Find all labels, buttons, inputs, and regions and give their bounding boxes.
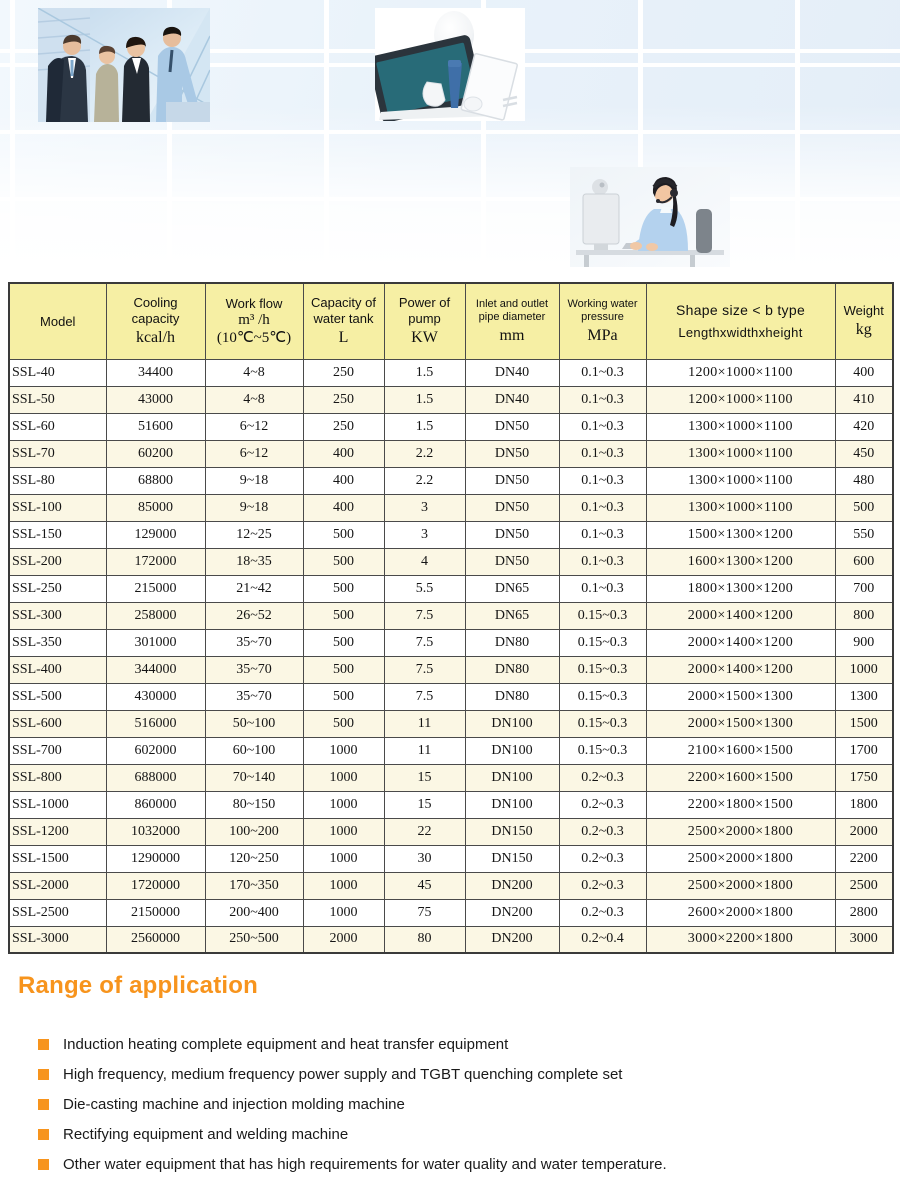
value-cell: 0.2~0.3 bbox=[559, 791, 646, 818]
table-row-ssl-800 bbox=[9, 764, 893, 791]
column-label: Cooling capacity bbox=[131, 295, 180, 326]
application-text: Rectifying equipment and welding machine bbox=[63, 1125, 349, 1143]
table-row-ssl-1000 bbox=[9, 791, 893, 818]
value-cell: 21~42 bbox=[205, 575, 303, 602]
value-cell: 2200×1600×1500 bbox=[646, 764, 835, 791]
value-cell: 1300 bbox=[835, 683, 893, 710]
value-cell: 2200 bbox=[835, 845, 893, 872]
value-cell: 2560000 bbox=[106, 926, 205, 953]
model-cell: SSL-200 bbox=[9, 548, 106, 575]
value-cell: 15 bbox=[384, 764, 465, 791]
table-row-ssl-150 bbox=[9, 521, 893, 548]
value-cell: DN100 bbox=[465, 791, 559, 818]
column-unit: kg bbox=[855, 321, 872, 339]
value-cell: 344000 bbox=[106, 656, 205, 683]
value-cell: 1200×1000×1100 bbox=[646, 359, 835, 386]
value-cell: 35~70 bbox=[205, 656, 303, 683]
value-cell: 4~8 bbox=[205, 386, 303, 413]
table-row-ssl-200 bbox=[9, 548, 893, 575]
value-cell: DN80 bbox=[465, 629, 559, 656]
table-row-ssl-350 bbox=[9, 629, 893, 656]
value-cell: 500 bbox=[303, 521, 384, 548]
value-cell: 170~350 bbox=[205, 872, 303, 899]
value-cell: 4 bbox=[384, 548, 465, 575]
value-cell: 9~18 bbox=[205, 494, 303, 521]
model-cell: SSL-1000 bbox=[9, 791, 106, 818]
value-cell: 1700 bbox=[835, 737, 893, 764]
value-cell: 9~18 bbox=[205, 467, 303, 494]
bullet-square-icon bbox=[38, 1099, 49, 1110]
value-cell: DN100 bbox=[465, 737, 559, 764]
model-cell: SSL-600 bbox=[9, 710, 106, 737]
table-row-ssl-3000 bbox=[9, 926, 893, 953]
value-cell: 258000 bbox=[106, 602, 205, 629]
value-cell: 80~150 bbox=[205, 791, 303, 818]
column-label: Weight bbox=[843, 303, 884, 319]
value-cell: 2000×1500×1300 bbox=[646, 710, 835, 737]
value-cell: 85000 bbox=[106, 494, 205, 521]
value-cell: 500 bbox=[303, 629, 384, 656]
table-row-ssl-600 bbox=[9, 710, 893, 737]
value-cell: DN50 bbox=[465, 440, 559, 467]
value-cell: 0.2~0.3 bbox=[559, 872, 646, 899]
value-cell: 500 bbox=[303, 575, 384, 602]
column-header-cooling-capacity bbox=[106, 283, 205, 359]
value-cell: 51600 bbox=[106, 413, 205, 440]
application-text: Die-casting machine and injection molding machine bbox=[63, 1095, 405, 1113]
value-cell: 250~500 bbox=[205, 926, 303, 953]
figure-with-laptop-image bbox=[375, 8, 525, 121]
value-cell: 50~100 bbox=[205, 710, 303, 737]
value-cell: 0.1~0.3 bbox=[559, 521, 646, 548]
value-cell: 1290000 bbox=[106, 845, 205, 872]
value-cell: 0.15~0.3 bbox=[559, 629, 646, 656]
table-row-ssl-70 bbox=[9, 440, 893, 467]
value-cell: 250 bbox=[303, 359, 384, 386]
value-cell: 400 bbox=[835, 359, 893, 386]
column-unit: L bbox=[338, 329, 349, 347]
value-cell: 1000 bbox=[303, 737, 384, 764]
column-header-inlet-and-outlet-pipe-diameter bbox=[465, 283, 559, 359]
value-cell: 2500×2000×1800 bbox=[646, 818, 835, 845]
value-cell: DN100 bbox=[465, 710, 559, 737]
value-cell: 400 bbox=[303, 467, 384, 494]
value-cell: DN100 bbox=[465, 764, 559, 791]
table-row-ssl-400 bbox=[9, 656, 893, 683]
header-row bbox=[9, 283, 893, 359]
value-cell: 2000×1400×1200 bbox=[646, 629, 835, 656]
value-cell: 3000 bbox=[835, 926, 893, 953]
value-cell: 700 bbox=[835, 575, 893, 602]
value-cell: 1000 bbox=[303, 845, 384, 872]
value-cell: 1000 bbox=[303, 872, 384, 899]
column-label: Working water pressure bbox=[567, 297, 638, 323]
value-cell: 0.2~0.3 bbox=[559, 764, 646, 791]
value-cell: 2500×2000×1800 bbox=[646, 872, 835, 899]
value-cell: 1300×1000×1100 bbox=[646, 440, 835, 467]
value-cell: 0.1~0.3 bbox=[559, 386, 646, 413]
value-cell: 500 bbox=[835, 494, 893, 521]
model-cell: SSL-40 bbox=[9, 359, 106, 386]
value-cell: DN50 bbox=[465, 467, 559, 494]
value-cell: DN80 bbox=[465, 656, 559, 683]
value-cell: 6~12 bbox=[205, 413, 303, 440]
value-cell: 60200 bbox=[106, 440, 205, 467]
model-cell: SSL-700 bbox=[9, 737, 106, 764]
value-cell: 215000 bbox=[106, 575, 205, 602]
value-cell: DN50 bbox=[465, 548, 559, 575]
value-cell: 301000 bbox=[106, 629, 205, 656]
value-cell: 0.2~0.4 bbox=[559, 926, 646, 953]
model-cell: SSL-1200 bbox=[9, 818, 106, 845]
model-cell: SSL-2500 bbox=[9, 899, 106, 926]
value-cell: 12~25 bbox=[205, 521, 303, 548]
value-cell: 2000×1400×1200 bbox=[646, 656, 835, 683]
value-cell: 35~70 bbox=[205, 683, 303, 710]
value-cell: DN150 bbox=[465, 818, 559, 845]
column-header-model bbox=[9, 283, 106, 359]
value-cell: 60~100 bbox=[205, 737, 303, 764]
value-cell: 500 bbox=[303, 656, 384, 683]
value-cell: 200~400 bbox=[205, 899, 303, 926]
value-cell: 600 bbox=[835, 548, 893, 575]
value-cell: 22 bbox=[384, 818, 465, 845]
value-cell: 1.5 bbox=[384, 359, 465, 386]
value-cell: 860000 bbox=[106, 791, 205, 818]
value-cell: 2100×1600×1500 bbox=[646, 737, 835, 764]
value-cell: DN50 bbox=[465, 413, 559, 440]
value-cell: 43000 bbox=[106, 386, 205, 413]
model-cell: SSL-250 bbox=[9, 575, 106, 602]
application-item bbox=[38, 1126, 878, 1142]
column-unit: MPa bbox=[587, 326, 618, 344]
value-cell: 2800 bbox=[835, 899, 893, 926]
application-text: Other water equipment that has high requirements for water quality and water temperature. bbox=[63, 1155, 667, 1173]
value-cell: 0.1~0.3 bbox=[559, 413, 646, 440]
value-cell: 688000 bbox=[106, 764, 205, 791]
value-cell: 500 bbox=[303, 548, 384, 575]
value-cell: 4~8 bbox=[205, 359, 303, 386]
value-cell: DN65 bbox=[465, 602, 559, 629]
value-cell: 400 bbox=[303, 494, 384, 521]
value-cell: 2000×1500×1300 bbox=[646, 683, 835, 710]
value-cell: 900 bbox=[835, 629, 893, 656]
value-cell: 800 bbox=[835, 602, 893, 629]
value-cell: 5.5 bbox=[384, 575, 465, 602]
model-cell: SSL-800 bbox=[9, 764, 106, 791]
table-row-ssl-60 bbox=[9, 413, 893, 440]
column-label: Capacity of water tank bbox=[310, 295, 377, 326]
value-cell: 0.2~0.3 bbox=[559, 899, 646, 926]
value-cell: 2.2 bbox=[384, 467, 465, 494]
value-cell: 7.5 bbox=[384, 683, 465, 710]
bullet-square-icon bbox=[38, 1159, 49, 1170]
value-cell: 550 bbox=[835, 521, 893, 548]
value-cell: 45 bbox=[384, 872, 465, 899]
column-label: Power of pump bbox=[398, 295, 451, 326]
column-header-power-of-pump bbox=[384, 283, 465, 359]
value-cell: 75 bbox=[384, 899, 465, 926]
value-cell: 430000 bbox=[106, 683, 205, 710]
table-row-ssl-250 bbox=[9, 575, 893, 602]
value-cell: 1000 bbox=[303, 764, 384, 791]
application-list bbox=[38, 1036, 878, 1186]
figure-with-laptop-illustration bbox=[375, 8, 525, 121]
value-cell: 602000 bbox=[106, 737, 205, 764]
value-cell: 1300×1000×1100 bbox=[646, 413, 835, 440]
value-cell: 1000 bbox=[835, 656, 893, 683]
value-cell: 2500 bbox=[835, 872, 893, 899]
column-header-weight bbox=[835, 283, 893, 359]
value-cell: DN200 bbox=[465, 872, 559, 899]
value-cell: 35~70 bbox=[205, 629, 303, 656]
model-cell: SSL-70 bbox=[9, 440, 106, 467]
value-cell: 0.1~0.3 bbox=[559, 467, 646, 494]
value-cell: 0.1~0.3 bbox=[559, 548, 646, 575]
value-cell: 410 bbox=[835, 386, 893, 413]
value-cell: DN200 bbox=[465, 899, 559, 926]
value-cell: 1200×1000×1100 bbox=[646, 386, 835, 413]
value-cell: 250 bbox=[303, 386, 384, 413]
table-row-ssl-2500 bbox=[9, 899, 893, 926]
value-cell: 400 bbox=[303, 440, 384, 467]
value-cell: 1500×1300×1200 bbox=[646, 521, 835, 548]
model-cell: SSL-100 bbox=[9, 494, 106, 521]
column-header-shape-size-b-type bbox=[646, 283, 835, 359]
value-cell: 80 bbox=[384, 926, 465, 953]
value-cell: 26~52 bbox=[205, 602, 303, 629]
value-cell: 0.15~0.3 bbox=[559, 602, 646, 629]
table-row-ssl-100 bbox=[9, 494, 893, 521]
value-cell: 0.1~0.3 bbox=[559, 494, 646, 521]
column-unit: Lengthxwidthxheight bbox=[678, 324, 803, 340]
column-unit: m³ /h bbox=[238, 312, 270, 329]
table-row-ssl-2000 bbox=[9, 872, 893, 899]
value-cell: DN50 bbox=[465, 494, 559, 521]
column-unit: (10℃~5℃) bbox=[216, 329, 292, 346]
hero-banner bbox=[0, 0, 900, 282]
value-cell: 450 bbox=[835, 440, 893, 467]
value-cell: DN40 bbox=[465, 359, 559, 386]
application-item bbox=[38, 1156, 878, 1172]
column-label: Work flow bbox=[225, 295, 283, 311]
column-label: Shape size < b type bbox=[675, 302, 806, 319]
business-team-photo bbox=[38, 8, 210, 122]
value-cell: 500 bbox=[303, 683, 384, 710]
business-team-illustration bbox=[38, 8, 210, 122]
value-cell: 15 bbox=[384, 791, 465, 818]
table-row-ssl-80 bbox=[9, 467, 893, 494]
model-cell: SSL-2000 bbox=[9, 872, 106, 899]
model-cell: SSL-1500 bbox=[9, 845, 106, 872]
value-cell: 1000 bbox=[303, 791, 384, 818]
value-cell: DN65 bbox=[465, 575, 559, 602]
model-cell: SSL-80 bbox=[9, 467, 106, 494]
value-cell: 11 bbox=[384, 737, 465, 764]
value-cell: 0.1~0.3 bbox=[559, 359, 646, 386]
column-header-work-flow bbox=[205, 283, 303, 359]
value-cell: 1500 bbox=[835, 710, 893, 737]
value-cell: 420 bbox=[835, 413, 893, 440]
table-row-ssl-500 bbox=[9, 683, 893, 710]
table-row-ssl-700 bbox=[9, 737, 893, 764]
value-cell: 18~35 bbox=[205, 548, 303, 575]
value-cell: 2200×1800×1500 bbox=[646, 791, 835, 818]
value-cell: 6~12 bbox=[205, 440, 303, 467]
table-header bbox=[9, 283, 893, 359]
value-cell: 0.15~0.3 bbox=[559, 737, 646, 764]
application-text: High frequency, medium frequency power supply and TGBT quenching complete set bbox=[63, 1065, 623, 1083]
value-cell: 0.15~0.3 bbox=[559, 683, 646, 710]
table-row-ssl-1500 bbox=[9, 845, 893, 872]
specification-table bbox=[8, 282, 894, 954]
model-cell: SSL-300 bbox=[9, 602, 106, 629]
value-cell: 1300×1000×1100 bbox=[646, 467, 835, 494]
value-cell: 0.1~0.3 bbox=[559, 440, 646, 467]
application-text: Induction heating complete equipment and heat transfer equipment bbox=[63, 1035, 509, 1053]
value-cell: 1000 bbox=[303, 818, 384, 845]
value-cell: 1800×1300×1200 bbox=[646, 575, 835, 602]
value-cell: 480 bbox=[835, 467, 893, 494]
table-row-ssl-300 bbox=[9, 602, 893, 629]
customer-support-photo bbox=[570, 167, 730, 267]
value-cell: 120~250 bbox=[205, 845, 303, 872]
customer-support-illustration bbox=[570, 167, 730, 267]
column-label: Inlet and outlet pipe diameter bbox=[475, 297, 549, 323]
value-cell: 100~200 bbox=[205, 818, 303, 845]
value-cell: 2.2 bbox=[384, 440, 465, 467]
model-cell: SSL-3000 bbox=[9, 926, 106, 953]
value-cell: 2500×2000×1800 bbox=[646, 845, 835, 872]
bullet-square-icon bbox=[38, 1069, 49, 1080]
value-cell: 0.1~0.3 bbox=[559, 575, 646, 602]
value-cell: 3000×2200×1800 bbox=[646, 926, 835, 953]
column-unit: mm bbox=[499, 326, 525, 344]
value-cell: 7.5 bbox=[384, 656, 465, 683]
model-cell: SSL-50 bbox=[9, 386, 106, 413]
application-item bbox=[38, 1096, 878, 1112]
bullet-square-icon bbox=[38, 1039, 49, 1050]
value-cell: 250 bbox=[303, 413, 384, 440]
value-cell: DN150 bbox=[465, 845, 559, 872]
value-cell: 1000 bbox=[303, 899, 384, 926]
value-cell: DN200 bbox=[465, 926, 559, 953]
column-header-capacity-of-water-tank bbox=[303, 283, 384, 359]
table-row-ssl-40 bbox=[9, 359, 893, 386]
value-cell: 11 bbox=[384, 710, 465, 737]
value-cell: 1300×1000×1100 bbox=[646, 494, 835, 521]
column-header-working-water-pressure bbox=[559, 283, 646, 359]
value-cell: 7.5 bbox=[384, 602, 465, 629]
value-cell: 1032000 bbox=[106, 818, 205, 845]
value-cell: 2000 bbox=[303, 926, 384, 953]
value-cell: 68800 bbox=[106, 467, 205, 494]
column-unit: KW bbox=[411, 329, 438, 347]
model-cell: SSL-500 bbox=[9, 683, 106, 710]
value-cell: 1.5 bbox=[384, 386, 465, 413]
column-label: Model bbox=[40, 313, 76, 329]
table-body bbox=[9, 359, 893, 953]
application-item bbox=[38, 1066, 878, 1082]
value-cell: 0.2~0.3 bbox=[559, 818, 646, 845]
table-row-ssl-50 bbox=[9, 386, 893, 413]
value-cell: 3 bbox=[384, 521, 465, 548]
model-cell: SSL-150 bbox=[9, 521, 106, 548]
value-cell: 129000 bbox=[106, 521, 205, 548]
value-cell: 2150000 bbox=[106, 899, 205, 926]
value-cell: 1.5 bbox=[384, 413, 465, 440]
value-cell: 0.15~0.3 bbox=[559, 656, 646, 683]
value-cell: 1800 bbox=[835, 791, 893, 818]
value-cell: 34400 bbox=[106, 359, 205, 386]
value-cell: 1750 bbox=[835, 764, 893, 791]
value-cell: DN80 bbox=[465, 683, 559, 710]
value-cell: 2000×1400×1200 bbox=[646, 602, 835, 629]
value-cell: 1600×1300×1200 bbox=[646, 548, 835, 575]
column-unit: kcal/h bbox=[135, 329, 176, 347]
model-cell: SSL-60 bbox=[9, 413, 106, 440]
table-row-ssl-1200 bbox=[9, 818, 893, 845]
value-cell: 3 bbox=[384, 494, 465, 521]
value-cell: 0.2~0.3 bbox=[559, 845, 646, 872]
bullet-square-icon bbox=[38, 1129, 49, 1140]
value-cell: DN50 bbox=[465, 521, 559, 548]
value-cell: 2000 bbox=[835, 818, 893, 845]
value-cell: DN40 bbox=[465, 386, 559, 413]
application-item bbox=[38, 1036, 878, 1052]
value-cell: 1720000 bbox=[106, 872, 205, 899]
value-cell: 500 bbox=[303, 602, 384, 629]
value-cell: 500 bbox=[303, 710, 384, 737]
value-cell: 7.5 bbox=[384, 629, 465, 656]
model-cell: SSL-400 bbox=[9, 656, 106, 683]
value-cell: 70~140 bbox=[205, 764, 303, 791]
value-cell: 0.15~0.3 bbox=[559, 710, 646, 737]
value-cell: 30 bbox=[384, 845, 465, 872]
value-cell: 172000 bbox=[106, 548, 205, 575]
section-heading: Range of application bbox=[18, 972, 259, 999]
model-cell: SSL-350 bbox=[9, 629, 106, 656]
value-cell: 516000 bbox=[106, 710, 205, 737]
value-cell: 2600×2000×1800 bbox=[646, 899, 835, 926]
